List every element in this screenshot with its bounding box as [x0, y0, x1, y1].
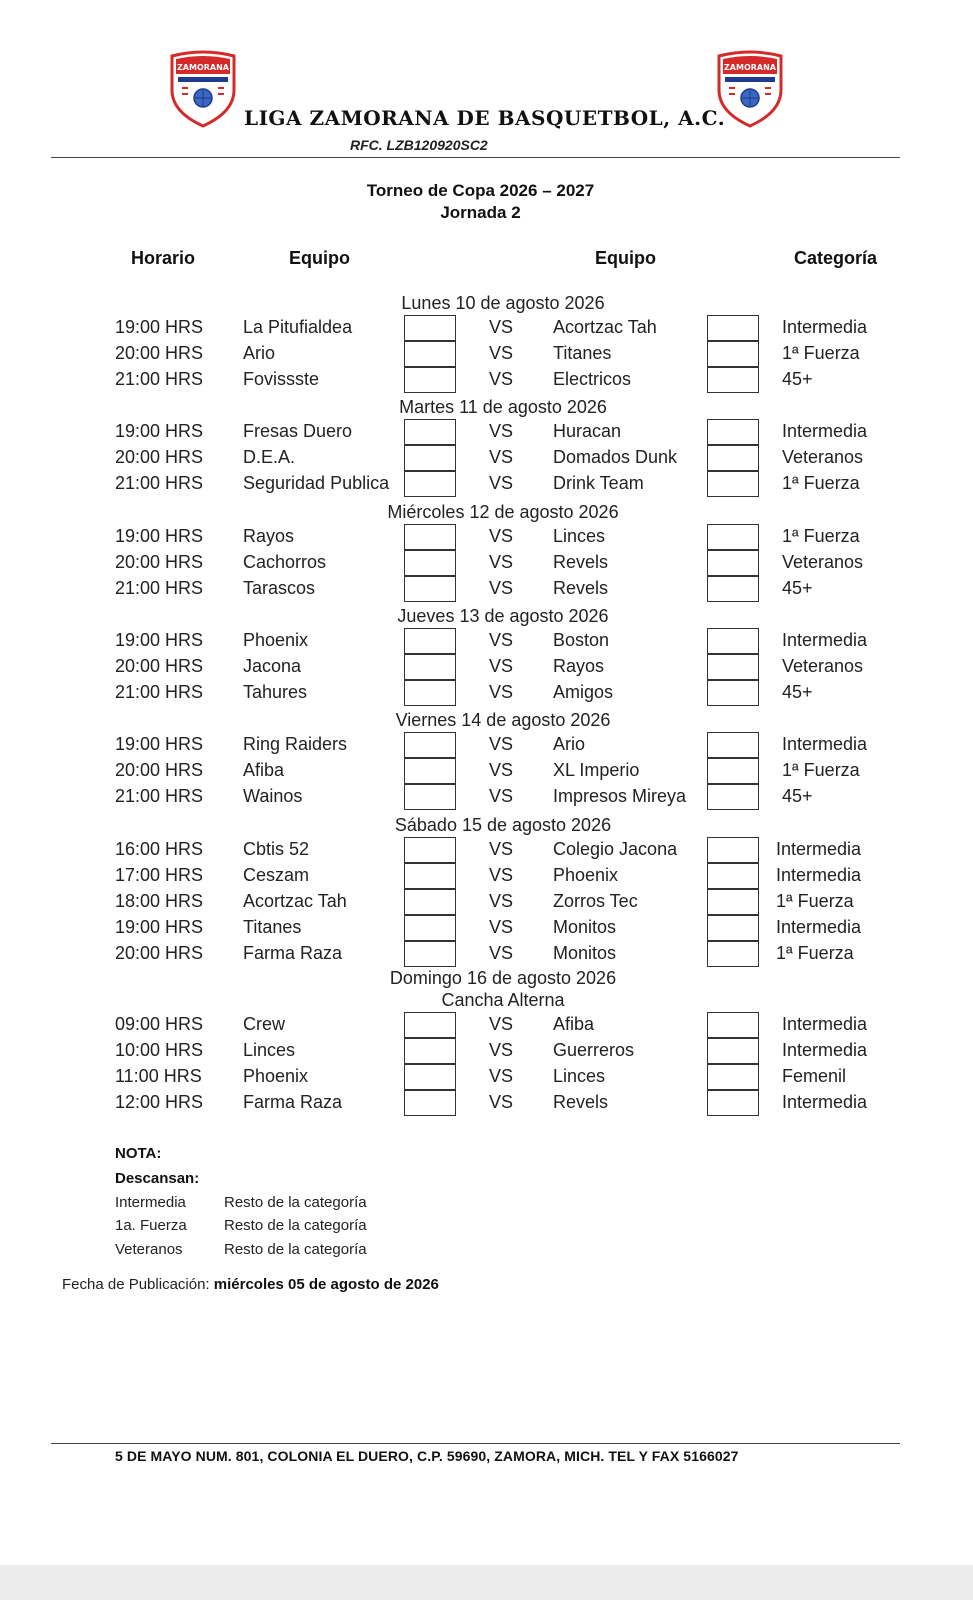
home-team: Farma Raza [243, 943, 343, 964]
home-team: Rayos [243, 526, 295, 546]
game-row [0, 941, 973, 967]
game-time: 20:00 HRS [115, 447, 204, 468]
home-team: Phoenix [243, 1066, 309, 1087]
footer-address: 5 DE MAYO NUM. 801, COLONIA EL DUERO, C.P. 59690, ZAMORA, MICH. TEL Y FAX 5166027 [115, 1448, 739, 1464]
game-time: 21:00 HRS [115, 786, 204, 807]
game-row [0, 471, 973, 497]
game-time: 20:00 HRS [115, 760, 204, 781]
away-score-box [707, 471, 759, 497]
game-row [0, 889, 973, 915]
home-score-box [404, 889, 456, 915]
away-score-box [707, 628, 759, 654]
game-time: 20:00 HRS [115, 343, 204, 364]
rest-value: Resto de la categoría [224, 1217, 367, 1234]
game-row [0, 1090, 973, 1116]
game-row [0, 1038, 973, 1064]
away-team: Linces [553, 526, 606, 546]
vs-label: VS [489, 526, 514, 546]
game-category: 45+ [782, 578, 813, 599]
game-row [0, 524, 973, 550]
home-score-box [404, 419, 456, 445]
away-team: Amigos [553, 682, 614, 703]
home-team: Acortzac Tah [243, 891, 347, 912]
home-score-box [404, 341, 456, 367]
away-team: Linces [553, 1066, 606, 1087]
home-team: Wainos [243, 786, 303, 807]
game-time: 18:00 HRS [115, 891, 204, 912]
league-logo-right [715, 50, 785, 128]
vs-label: VS [489, 552, 514, 573]
away-team: Domados Dunk [553, 447, 678, 468]
vs-label: VS [489, 1040, 514, 1061]
game-category: Femenil [782, 1066, 847, 1087]
home-score-box [404, 576, 456, 602]
vs-label: VS [489, 786, 514, 807]
day-sublabel: Cancha Alterna [441, 990, 565, 1010]
game-category: Intermedia [776, 917, 862, 938]
home-score-box [404, 524, 456, 550]
home-team: Phoenix [243, 630, 309, 650]
game-row [0, 315, 973, 341]
game-row [0, 341, 973, 367]
home-score-box [404, 784, 456, 810]
home-score-box [404, 628, 456, 654]
game-time: 17:00 HRS [115, 865, 204, 886]
vs-label: VS [489, 917, 514, 938]
column-header-categoria: Categoría [794, 248, 878, 268]
home-team: Crew [243, 1014, 286, 1034]
game-category: 1ª Fuerza [782, 343, 860, 364]
game-category: Intermedia [782, 1092, 868, 1113]
home-team: Seguridad Publica [243, 473, 390, 494]
home-team: Cachorros [243, 552, 327, 573]
vs-label: VS [489, 447, 514, 468]
day-header: Sábado 15 de agosto 2026 [394, 815, 612, 835]
game-category: Intermedia [782, 1040, 868, 1061]
away-score-box [707, 837, 759, 863]
home-team: Afiba [243, 760, 285, 781]
game-category: 45+ [782, 682, 813, 703]
game-time: 19:00 HRS [115, 734, 204, 754]
day-header: Miércoles 12 de agosto 2026 [387, 502, 619, 522]
home-score-box [404, 550, 456, 576]
game-row [0, 863, 973, 889]
away-score-box [707, 863, 759, 889]
home-team: Tahures [243, 682, 308, 703]
home-score-box [404, 758, 456, 784]
game-row [0, 367, 973, 393]
away-score-box [707, 680, 759, 706]
game-category: 1ª Fuerza [782, 526, 860, 546]
rest-category: Intermedia [115, 1194, 186, 1211]
away-team: Titanes [553, 343, 612, 364]
game-time: 21:00 HRS [115, 473, 204, 494]
game-category: Intermedia [776, 865, 862, 886]
league-logo-left [168, 50, 238, 128]
home-score-box [404, 1090, 456, 1116]
away-team: Revels [553, 1092, 609, 1113]
tournament-title: Torneo de Copa 2026 – 2027 [366, 181, 595, 200]
away-score-box [707, 419, 759, 445]
home-team: Fovissste [243, 369, 320, 390]
game-row [0, 419, 973, 445]
logo-text-left: ZAMORANA [177, 63, 229, 72]
logo-text-right: ZAMORANA [724, 63, 776, 72]
game-row [0, 680, 973, 706]
rest-row [115, 1194, 615, 1214]
rest-value: Resto de la categoría [224, 1194, 367, 1211]
away-score-box [707, 1012, 759, 1038]
org-title: LIGA ZAMORANA DE BASQUETBOL, A.C. [244, 106, 726, 130]
vs-label: VS [489, 891, 514, 912]
away-team: XL Imperio [553, 760, 640, 781]
publication-date [62, 1276, 439, 1293]
home-team: Fresas Duero [243, 421, 353, 441]
vs-label: VS [489, 1066, 514, 1087]
rest-row [115, 1241, 615, 1261]
home-team: Titanes [243, 917, 302, 938]
home-score-box [404, 445, 456, 471]
game-time: 21:00 HRS [115, 682, 204, 703]
game-row [0, 445, 973, 471]
footer-divider [51, 1443, 900, 1444]
rfc: RFC. LZB120920SC2 [350, 137, 488, 153]
vs-label: VS [489, 317, 514, 337]
away-score-box [707, 784, 759, 810]
away-team: Revels [553, 552, 609, 573]
away-score-box [707, 1038, 759, 1064]
home-score-box [404, 837, 456, 863]
game-category: Veteranos [782, 656, 864, 677]
vs-label: VS [489, 578, 514, 599]
home-team: Ario [243, 343, 276, 364]
game-time: 11:00 HRS [115, 1066, 202, 1087]
home-score-box [404, 1012, 456, 1038]
game-time: 10:00 HRS [115, 1040, 204, 1061]
away-score-box [707, 367, 759, 393]
away-score-box [707, 341, 759, 367]
game-row [0, 1064, 973, 1090]
home-score-box [404, 941, 456, 967]
away-team: Ario [553, 734, 586, 754]
game-category: Intermedia [782, 317, 868, 337]
game-row [0, 915, 973, 941]
vs-label: VS [489, 682, 514, 703]
game-time: 20:00 HRS [115, 656, 204, 677]
vs-label: VS [489, 760, 514, 781]
publication-label: Fecha de Publicación: [62, 1276, 210, 1293]
column-header-equipo-away: Equipo [595, 248, 656, 268]
game-category: Veteranos [782, 552, 864, 573]
away-team: Drink Team [553, 473, 644, 494]
game-category: Intermedia [782, 630, 868, 650]
away-score-box [707, 576, 759, 602]
away-team: Huracan [553, 421, 622, 441]
away-team: Phoenix [553, 865, 619, 886]
home-team: Linces [243, 1040, 296, 1061]
game-row [0, 784, 973, 810]
game-row [0, 758, 973, 784]
home-team: D.E.A. [243, 447, 296, 468]
home-score-box [404, 315, 456, 341]
away-score-box [707, 758, 759, 784]
away-score-box [707, 889, 759, 915]
day-header: Jueves 13 de agosto 2026 [397, 606, 609, 626]
column-header-horario: Horario [131, 248, 196, 268]
away-score-box [707, 315, 759, 341]
away-team: Afiba [553, 1014, 595, 1034]
away-score-box [707, 1090, 759, 1116]
game-time: 19:00 HRS [115, 421, 204, 441]
game-row [0, 550, 973, 576]
game-category: 1ª Fuerza [776, 891, 854, 912]
game-row [0, 732, 973, 758]
vs-label: VS [489, 865, 514, 886]
game-category: 45+ [782, 369, 813, 390]
home-team: Jacona [243, 656, 302, 677]
game-category: Intermedia [782, 421, 868, 441]
home-score-box [404, 367, 456, 393]
away-score-box [707, 445, 759, 471]
vs-label: VS [489, 1092, 514, 1113]
day-header: Viernes 14 de agosto 2026 [395, 710, 611, 730]
home-score-box [404, 915, 456, 941]
game-category: Intermedia [782, 734, 868, 754]
game-row [0, 1012, 973, 1038]
away-score-box [707, 915, 759, 941]
away-score-box [707, 524, 759, 550]
game-row [0, 654, 973, 680]
game-row [0, 628, 973, 654]
vs-label: VS [489, 839, 514, 859]
home-team: Cbtis 52 [243, 839, 310, 859]
publication-date-value: miércoles 05 de agosto de 2026 [213, 1276, 439, 1293]
game-time: 09:00 HRS [115, 1014, 204, 1034]
rest-value: Resto de la categoría [224, 1241, 367, 1258]
game-time: 16:00 HRS [115, 839, 204, 859]
vs-label: VS [489, 630, 514, 650]
away-team: Monitos [553, 943, 617, 964]
away-score-box [707, 732, 759, 758]
home-score-box [404, 863, 456, 889]
game-time: 19:00 HRS [115, 917, 204, 938]
game-time: 21:00 HRS [115, 369, 204, 390]
game-category: 1ª Fuerza [782, 473, 860, 494]
nota-label: NOTA: [115, 1145, 162, 1162]
rest-row [115, 1217, 615, 1237]
away-team: Acortzac Tah [553, 317, 657, 337]
header-divider [51, 157, 900, 158]
vs-label: VS [489, 473, 514, 494]
day-header: Domingo 16 de agosto 2026 [389, 968, 617, 988]
away-score-box [707, 654, 759, 680]
rest-category: 1a. Fuerza [115, 1217, 187, 1234]
game-category: Intermedia [782, 1014, 868, 1034]
home-score-box [404, 1038, 456, 1064]
home-team: Ring Raiders [243, 734, 348, 754]
home-team: La Pitufialdea [243, 317, 353, 337]
game-time: 19:00 HRS [115, 526, 204, 546]
home-team: Tarascos [243, 578, 316, 599]
away-score-box [707, 550, 759, 576]
game-category: Intermedia [776, 839, 862, 859]
home-score-box [404, 1064, 456, 1090]
away-team: Boston [553, 630, 610, 650]
away-team: Guerreros [553, 1040, 635, 1061]
game-time: 20:00 HRS [115, 552, 204, 573]
game-time: 20:00 HRS [115, 943, 204, 964]
vs-label: VS [489, 1014, 514, 1034]
home-team: Ceszam [243, 865, 310, 886]
game-row [0, 576, 973, 602]
home-team: Farma Raza [243, 1092, 343, 1113]
game-category: 1ª Fuerza [776, 943, 854, 964]
round-title: Jornada 2 [440, 203, 521, 222]
vs-label: VS [489, 734, 514, 754]
away-team: Monitos [553, 917, 617, 938]
away-team: Electricos [553, 369, 632, 390]
day-header: Lunes 10 de agosto 2026 [401, 293, 605, 313]
vs-label: VS [489, 943, 514, 964]
game-time: 21:00 HRS [115, 578, 204, 599]
away-team: Rayos [553, 656, 605, 677]
away-score-box [707, 1064, 759, 1090]
game-time: 12:00 HRS [115, 1092, 204, 1113]
home-score-box [404, 654, 456, 680]
game-time: 19:00 HRS [115, 317, 204, 337]
away-team: Impresos Mireya [553, 786, 687, 807]
rest-category: Veteranos [115, 1241, 183, 1258]
vs-label: VS [489, 369, 514, 390]
game-category: Veteranos [782, 447, 864, 468]
day-header: Martes 11 de agosto 2026 [399, 397, 607, 417]
away-team: Revels [553, 578, 609, 599]
game-category: 45+ [782, 786, 813, 807]
vs-label: VS [489, 421, 514, 441]
column-header-equipo-home: Equipo [289, 248, 350, 268]
home-score-box [404, 471, 456, 497]
bottom-band [0, 1565, 973, 1600]
game-category: 1ª Fuerza [782, 760, 860, 781]
away-team: Zorros Tec [553, 891, 638, 912]
away-score-box [707, 941, 759, 967]
descansan-label: Descansan: [115, 1170, 200, 1187]
vs-label: VS [489, 343, 514, 364]
game-row [0, 837, 973, 863]
away-team: Colegio Jacona [553, 839, 678, 859]
home-score-box [404, 732, 456, 758]
home-score-box [404, 680, 456, 706]
game-time: 19:00 HRS [115, 630, 204, 650]
vs-label: VS [489, 656, 514, 677]
